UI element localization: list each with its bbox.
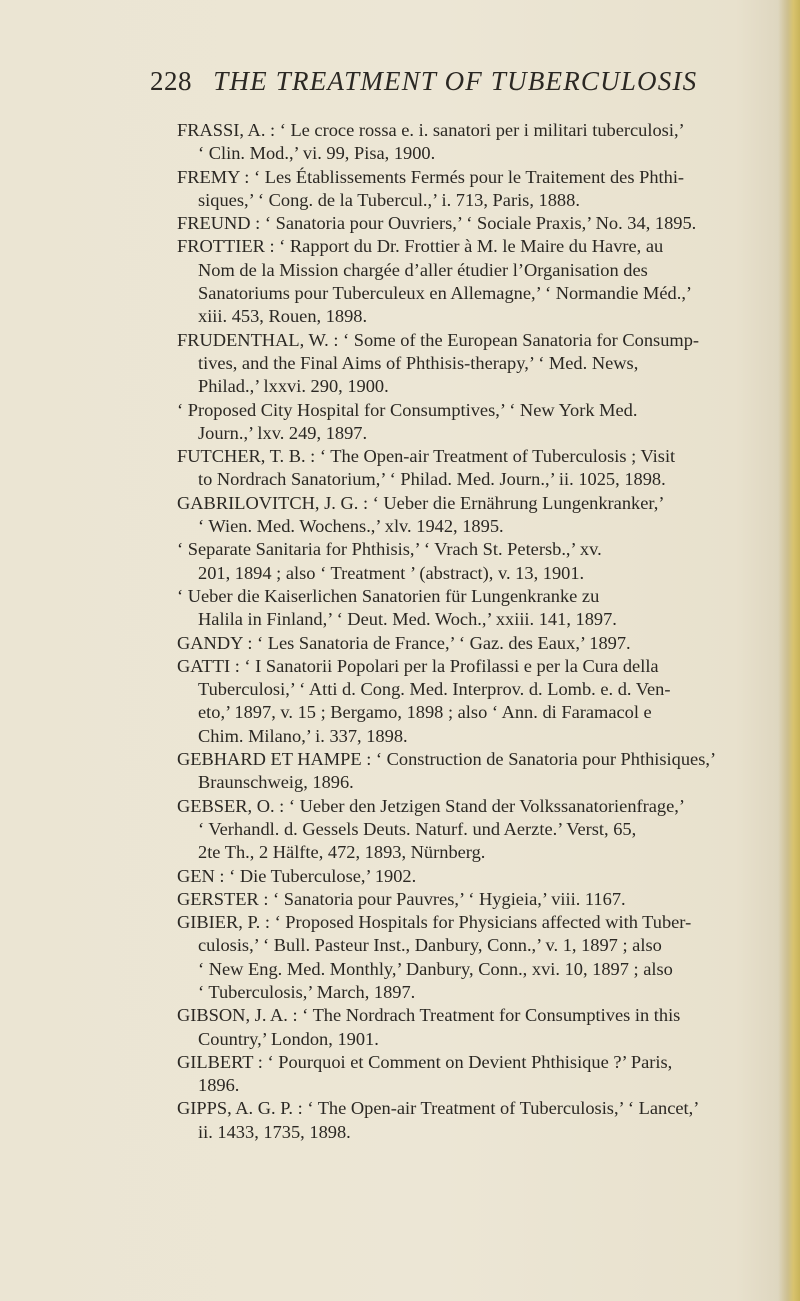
entry-continuation-line: siques,’ ‘ Cong. de la Tubercul.,’ i. 713, Paris, 1888.	[198, 189, 580, 210]
bibliography-entry	[0, 166, 800, 213]
bibliography-entry	[0, 632, 800, 655]
entry-first-line: FRUDENTHAL, W. : ‘ Some of the European Sanatoria for Consump-	[177, 329, 700, 350]
entry-continuation-line: eto,’ 1897, v. 15 ; Bergamo, 1898 ; also ‘ Ann. di Faramacol e	[198, 702, 652, 723]
bibliography-entry	[0, 911, 800, 1004]
bibliography-entry	[0, 212, 800, 235]
bibliography-entry	[0, 1097, 800, 1144]
bibliography-entry	[0, 119, 800, 166]
bibliography-entry	[0, 865, 800, 888]
entry-continuation-line: Halila in Finland,’ ‘ Deut. Med. Woch.,’ xxiii. 141, 1897.	[198, 609, 617, 630]
entry-continuation-line: 1896.	[198, 1075, 240, 1096]
entry-continuation-line: ‘ Clin. Mod.,’ vi. 99, Pisa, 1900.	[198, 143, 436, 164]
entry-continuation-line: Philad.,’ lxxvi. 290, 1900.	[198, 376, 389, 397]
entry-first-line: GATTI : ‘ I Sanatorii Popolari per la Profilassi e per la Cura della	[177, 655, 659, 676]
running-title: THE TREATMENT OF TUBERCULOSIS	[213, 66, 698, 96]
entry-continuation-line: Tuberculosi,’ ‘ Atti d. Cong. Med. Interprov. d. Lomb. e. d. Ven-	[198, 679, 671, 700]
bibliography-entry	[0, 1004, 800, 1051]
entry-continuation-line: Nom de la Mission chargée d’aller étudier l’Organisation des	[198, 259, 648, 280]
entry-continuation-line: ‘ Wien. Med. Wochens.,’ xlv. 1942, 1895.	[198, 516, 504, 537]
entry-first-line: ‘ Proposed City Hospital for Consumptives,’ ‘ New York Med.	[177, 399, 638, 420]
entry-continuation-line: to Nordrach Sanatorium,’ ‘ Philad. Med. Journ.,’ ii. 1025, 1898.	[198, 469, 666, 490]
entry-first-line: FRASSI, A. : ‘ Le croce rossa e. i. sanatori per i militari tuberculosi,’	[177, 120, 685, 140]
entry-first-line: FROTTIER : ‘ Rapport du Dr. Frottier à M. le Maire du Havre, au	[177, 236, 664, 257]
entry-continuation-line: 2te Th., 2 Hälfte, 472, 1893, Nürnberg.	[198, 842, 486, 863]
entry-first-line: GANDY : ‘ Les Sanatoria de France,’ ‘ Gaz. des Eaux,’ 1897.	[177, 632, 631, 653]
bibliography-entry	[0, 655, 800, 748]
entry-continuation-line: 201, 1894 ; also ‘ Treatment ’ (abstract), v. 13, 1901.	[198, 562, 585, 583]
running-header	[150, 66, 710, 97]
bibliography-entry	[0, 1051, 800, 1098]
entry-continuation-line: ‘ New Eng. Med. Monthly,’ Danbury, Conn., xvi. 10, 1897 ; also	[198, 958, 673, 979]
entry-first-line: GEBSER, O. : ‘ Ueber den Jetzigen Stand der Volkssanatorienfrage,’	[177, 795, 686, 816]
bibliography-entry	[0, 445, 800, 492]
entry-continuation-line: xiii. 453, Rouen, 1898.	[198, 306, 368, 327]
bibliography-entry	[0, 795, 800, 865]
entry-first-line: GIBSON, J. A. : ‘ The Nordrach Treatment for Consumptives in this	[177, 1005, 681, 1026]
entry-continuation-line: culosis,’ ‘ Bull. Pasteur Inst., Danbury, Conn.,’ v. 1, 1897 ; also	[198, 935, 662, 956]
entry-continuation-line: ‘ Verhandl. d. Gessels Deuts. Naturf. und Aerzte.’ Verst, 65,	[198, 818, 637, 839]
entry-first-line: FREMY : ‘ Les Établissements Fermés pour le Traitement des Phthi-	[177, 166, 685, 187]
entry-first-line: GEBHARD ET HAMPE : ‘ Construction de Sanatoria pour Phthisiques,’	[177, 749, 717, 770]
entry-continuation-line: Country,’ London, 1901.	[198, 1028, 379, 1049]
entry-continuation-line: Sanatoriums pour Tuberculeux en Allemagne,’ ‘ Normandie Méd.,’	[198, 283, 693, 304]
bibliography-entry	[0, 748, 800, 795]
bibliography-entry	[0, 585, 800, 632]
entry-first-line: GIPPS, A. G. P. : ‘ The Open-air Treatment of Tuberculosis,’ ‘ Lancet,’	[177, 1098, 700, 1119]
entry-first-line: ‘ Ueber die Kaiserlichen Sanatorien für Lungenkranke zu	[177, 585, 600, 606]
bibliography-entry	[0, 538, 800, 585]
entry-first-line: GILBERT : ‘ Pourquoi et Comment on Devient Phthisique ?’ Paris,	[177, 1051, 673, 1072]
entry-continuation-line: ‘ Tuberculosis,’ March, 1897.	[198, 981, 416, 1002]
bibliography-entry	[0, 399, 800, 446]
entry-continuation-line: Journ.,’ lxv. 249, 1897.	[198, 422, 368, 443]
entry-first-line: FUTCHER, T. B. : ‘ The Open-air Treatment of Tuberculosis ; Visit	[177, 446, 676, 467]
entry-continuation-line: tives, and the Final Aims of Phthisis-therapy,’ ‘ Med. News,	[198, 352, 639, 373]
entry-first-line: ‘ Separate Sanitaria for Phthisis,’ ‘ Vrach St. Petersb.,’ xv.	[177, 539, 602, 560]
bibliography-entry	[0, 329, 800, 399]
entry-first-line: GABRILOVITCH, J. G. : ‘ Ueber die Ernährung Lungenkranker,’	[177, 492, 665, 513]
entry-first-line: GERSTER : ‘ Sanatoria pour Pauvres,’ ‘ Hygieia,’ viii. 1167.	[177, 888, 626, 909]
bibliography-list	[0, 119, 800, 1144]
entry-continuation-line: ii. 1433, 1735, 1898.	[198, 1121, 351, 1142]
bibliography-entry	[0, 235, 800, 328]
page-number: 228	[150, 66, 192, 96]
bibliography-entry	[0, 492, 800, 539]
entry-first-line: FREUND : ‘ Sanatoria pour Ouvriers,’ ‘ Sociale Praxis,’ No. 34, 1895.	[177, 213, 697, 234]
entry-first-line: GEN : ‘ Die Tuberculose,’ 1902.	[177, 865, 417, 886]
bibliography-entry	[0, 888, 800, 911]
entry-first-line: GIBIER, P. : ‘ Proposed Hospitals for Physicians affected with Tuber-	[177, 912, 692, 933]
entry-continuation-line: Braunschweig, 1896.	[198, 772, 354, 793]
entry-continuation-line: Chim. Milano,’ i. 337, 1898.	[198, 725, 408, 746]
